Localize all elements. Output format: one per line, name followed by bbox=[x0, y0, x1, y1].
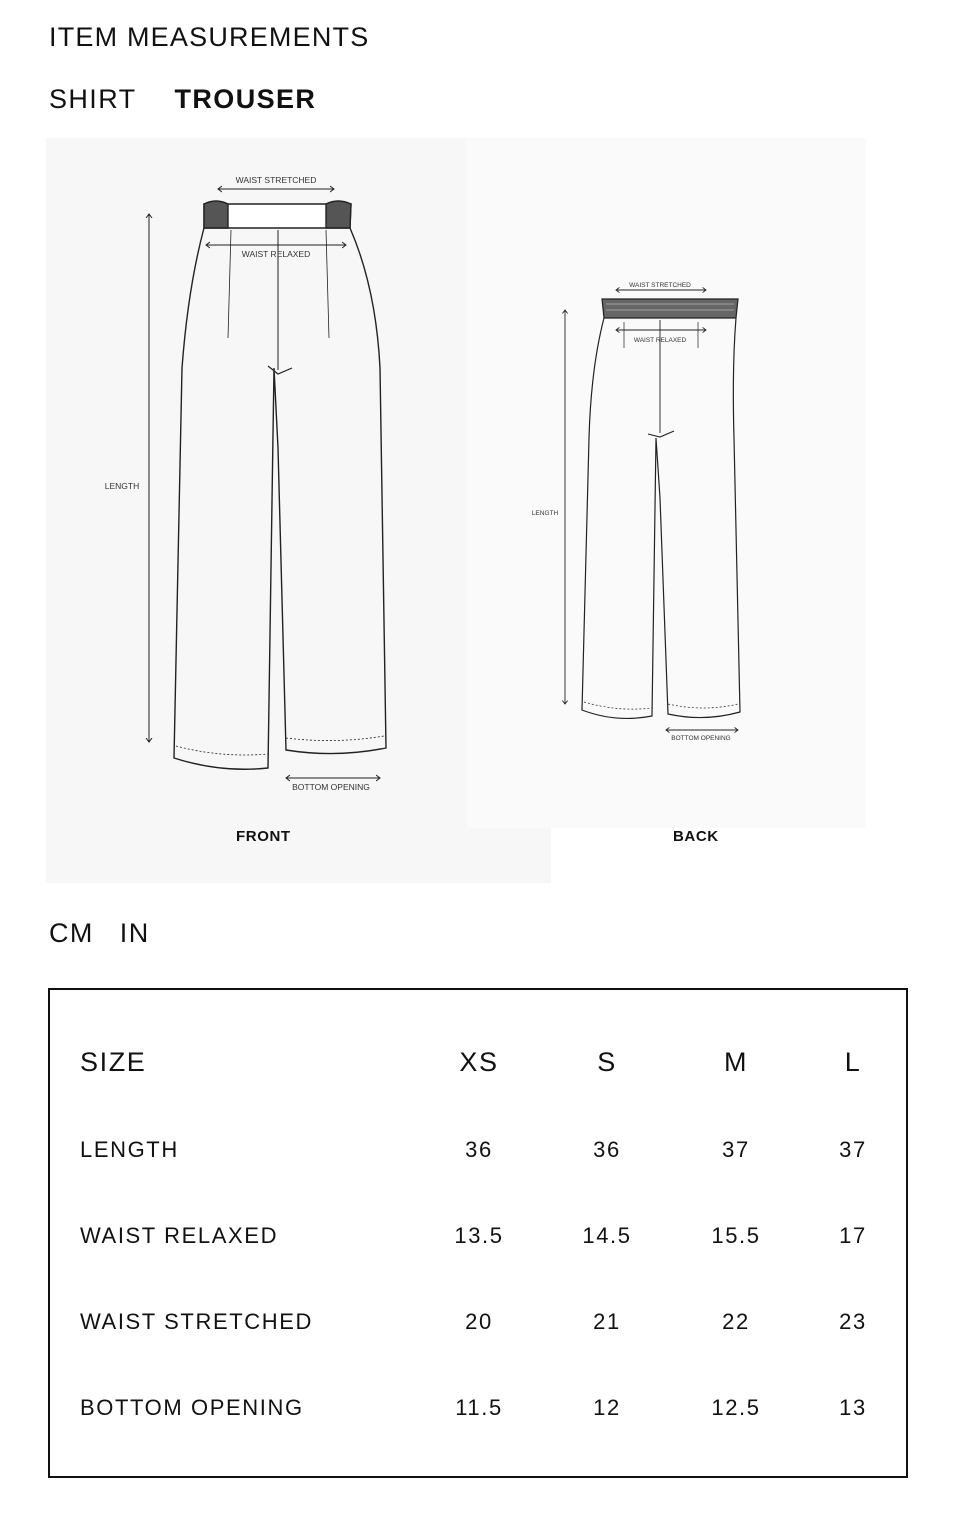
table-cell: 14.5 bbox=[582, 1223, 632, 1248]
table-cell: 21 bbox=[593, 1309, 621, 1334]
table-cell: 13 bbox=[839, 1395, 867, 1420]
back-waist-stretched-label: WAIST STRETCHED bbox=[629, 282, 691, 289]
size-l-header: L bbox=[844, 1047, 862, 1077]
tab-shirt[interactable]: SHIRT bbox=[49, 84, 137, 114]
table-cell: 11.5 bbox=[455, 1395, 503, 1420]
table-cell: 20 bbox=[465, 1309, 493, 1334]
front-view-label: FRONT bbox=[236, 828, 291, 845]
size-xs-header: XS bbox=[459, 1047, 499, 1077]
table-cell: 36 bbox=[465, 1137, 493, 1162]
trouser-diagram bbox=[46, 138, 866, 883]
table-cell: 17 bbox=[839, 1223, 867, 1248]
size-m-header: M bbox=[723, 1047, 749, 1077]
back-view-label: BACK bbox=[673, 828, 719, 845]
table-cell: 36 bbox=[593, 1137, 621, 1162]
unit-toggle bbox=[49, 918, 150, 949]
trouser-drawing bbox=[46, 138, 866, 883]
unit-cm-button[interactable]: CM bbox=[49, 918, 94, 948]
size-table bbox=[48, 988, 908, 1478]
front-waist-stretched-label: WAIST STRETCHED bbox=[235, 175, 317, 185]
table-row bbox=[50, 1302, 906, 1342]
table-row bbox=[50, 1216, 906, 1256]
row-label: BOTTOM OPENING bbox=[80, 1395, 304, 1420]
table-cell: 37 bbox=[839, 1137, 867, 1162]
back-bottom-opening-label: BOTTOM OPENING bbox=[671, 735, 731, 742]
garment-tabs bbox=[49, 84, 316, 115]
table-cell: 37 bbox=[722, 1137, 750, 1162]
front-waist-relaxed-label: WAIST RELAXED bbox=[241, 249, 311, 259]
size-header: SIZE bbox=[80, 1047, 147, 1077]
table-cell: 13.5 bbox=[454, 1223, 504, 1248]
table-row bbox=[50, 1388, 906, 1428]
back-waist-relaxed-label: WAIST RELAXED bbox=[633, 337, 687, 344]
row-label: WAIST STRETCHED bbox=[80, 1309, 314, 1334]
row-label: WAIST RELAXED bbox=[80, 1223, 279, 1248]
row-label: LENGTH bbox=[80, 1137, 179, 1162]
back-panel bbox=[466, 138, 866, 828]
back-length-label: LENGTH bbox=[531, 510, 559, 517]
table-row bbox=[50, 1130, 906, 1170]
table-cell: 22 bbox=[722, 1309, 750, 1334]
table-cell: 15.5 bbox=[711, 1223, 761, 1248]
front-length-label: LENGTH bbox=[104, 481, 140, 491]
table-cell: 12 bbox=[593, 1395, 621, 1420]
page-title: ITEM MEASUREMENTS bbox=[49, 22, 370, 52]
tab-trouser[interactable]: TROUSER bbox=[174, 84, 317, 114]
table-cell: 23 bbox=[839, 1309, 867, 1334]
table-cell: 12.5 bbox=[711, 1395, 761, 1420]
unit-in-button[interactable]: IN bbox=[119, 918, 150, 948]
size-s-header: S bbox=[597, 1047, 617, 1077]
front-bottom-opening-label: BOTTOM OPENING bbox=[292, 782, 370, 792]
table-header-row bbox=[50, 1042, 906, 1082]
